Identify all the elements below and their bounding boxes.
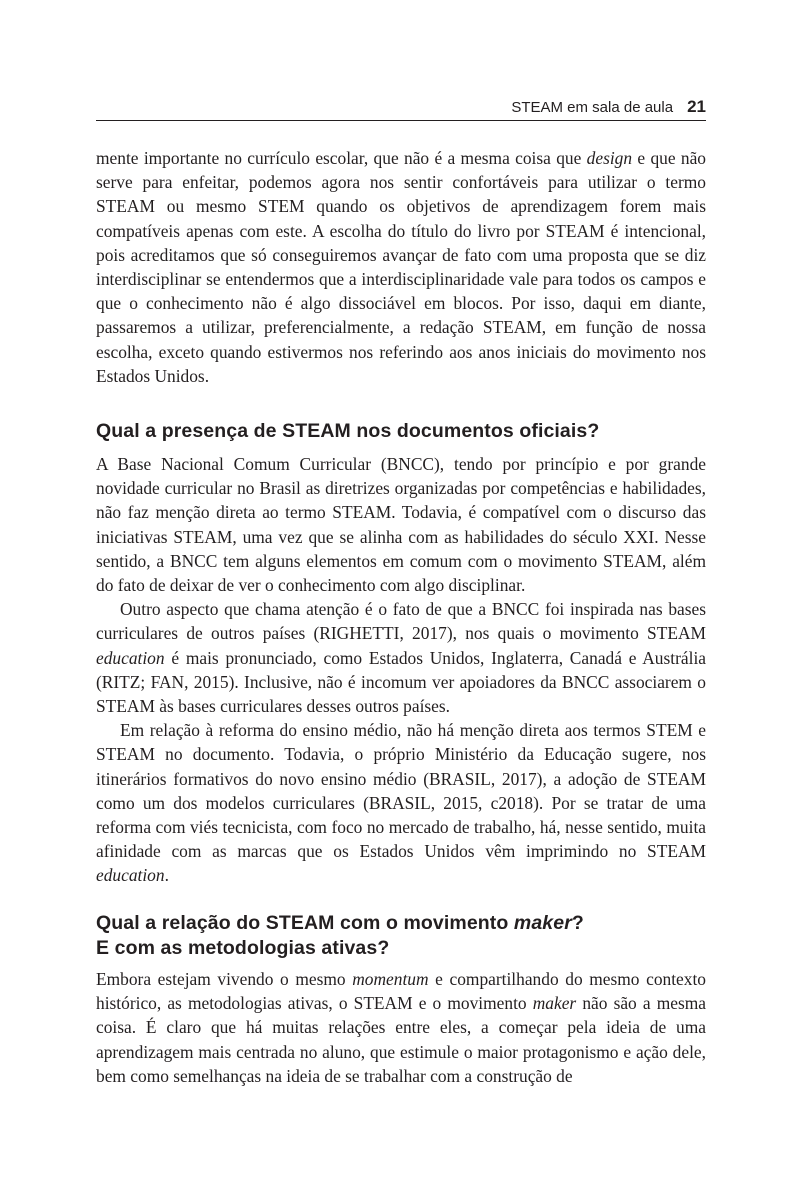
heading-run: ? xyxy=(571,912,584,934)
paragraph: A Base Nacional Comum Curricular (BNCC), tendo por princípio e por grande novidade curricular no Brasil as diretrizes organizadas por competências e habilidades, não faz menção direta ao termo STEAM. Todavia, é compatível com o discurso das iniciativas STEAM, uma vez que se alinha com as habilidades do século XXI. Nesse sentido, a BNCC tem alguns elementos em comum com o movimento STEAM, além do fato de deixar de ver o conhecimento com algo disciplinar. xyxy=(96,454,706,596)
text-run: Outro aspecto que chama atenção é o fato de que a BNCC foi inspirada nas bases curriculares de outros países (RIGHETTI, 2017), nos quais o movimento STEAM xyxy=(96,599,706,644)
italic-term: maker xyxy=(513,912,572,934)
paragraph xyxy=(96,967,706,1088)
italic-term: momentum xyxy=(352,969,429,989)
italic-term: education xyxy=(96,865,165,886)
maker-movement-block xyxy=(96,967,706,1088)
text-run: . xyxy=(164,865,169,886)
section-heading xyxy=(96,911,706,961)
text-run: e que não serve para enfeitar, podemos agora nos sentir confortáveis para utilizar o termo STEAM ou mesmo STEM quando os objetivos de aprendizagem forem mais compatíveis apenas com este. A escolha do título do livro por STEAM é intencional, pois acreditamos que só conseguiremos avançar de fato com uma proposta que se diz interdisciplinar se entendermos que a interdisciplinaridade vale para todos os campos e que o conhecimento não é algo dissociável em blocos. Por isso, daqui em diante, passaremos a utilizar, preferencialmente, a redação STEAM, em função de nossa escolha, exceto quando estivermos nos referindo aos anos iniciais do movimento nos Estados Unidos. xyxy=(96,148,707,386)
intro-block xyxy=(96,146,706,388)
paragraph xyxy=(96,146,706,388)
text-run: mente importante no currículo escolar, que não é a mesma coisa que xyxy=(96,148,587,168)
text-run: Em relação à reforma do ensino médio, não há menção direta aos termos STEM e STEAM no documento. Todavia, o próprio Ministério da Educação sugere, nos itinerários formativos do novo ensino médio (BRASIL, 2017), a adoção de STEAM como um dos modelos curriculares (BRASIL, 2015, c2018). Por se tratar de uma reforma com viés tecnicista, com foco no mercado de trabalho, há, nesse sentido, muita afinidade com as marcas que os Estados Unidos vêm imprimindo no STEAM xyxy=(96,720,706,862)
text-run: Embora estejam vivendo o mesmo xyxy=(96,969,353,989)
running-title: STEAM em sala de aula xyxy=(511,99,674,116)
running-header xyxy=(96,96,706,118)
italic-term: maker xyxy=(532,993,577,1014)
page-number: 21 xyxy=(687,97,706,116)
paragraph xyxy=(96,597,706,718)
text-run: e compartilhando do mesmo contexto histórico, as metodologias ativas, o STEAM e o movimento xyxy=(96,969,706,1014)
header-rule xyxy=(96,120,706,121)
section-heading: Qual a presença de STEAM nos documentos oficiais? xyxy=(96,420,600,442)
paragraph xyxy=(96,718,706,887)
heading-run: E com as metodologias ativas? xyxy=(96,937,390,959)
official-documents-block xyxy=(96,452,706,888)
italic-term: design xyxy=(586,148,633,168)
text-run: é mais pronunciado, como Estados Unidos, Inglaterra, Canadá e Austrália (RITZ; FAN, 2015). Inclusive, não é incomum ver apoiadores da BNCC associarem o STEAM às bases curriculares desses outros países. xyxy=(96,647,706,717)
text-run: não são a mesma coisa. É claro que há muitas relações entre eles, a começar pela ideia de uma aprendizagem mais centrada no aluno, que estimule o maior protagonismo e ação dele, bem como semelhanças na ideia de se trabalhar com a construção de xyxy=(96,993,706,1086)
section-heading-official-documents xyxy=(96,419,706,444)
heading-run: Qual a relação do STEAM com o movimento xyxy=(96,912,514,934)
italic-term: education xyxy=(96,647,165,668)
section-heading-maker-movement xyxy=(96,911,706,961)
